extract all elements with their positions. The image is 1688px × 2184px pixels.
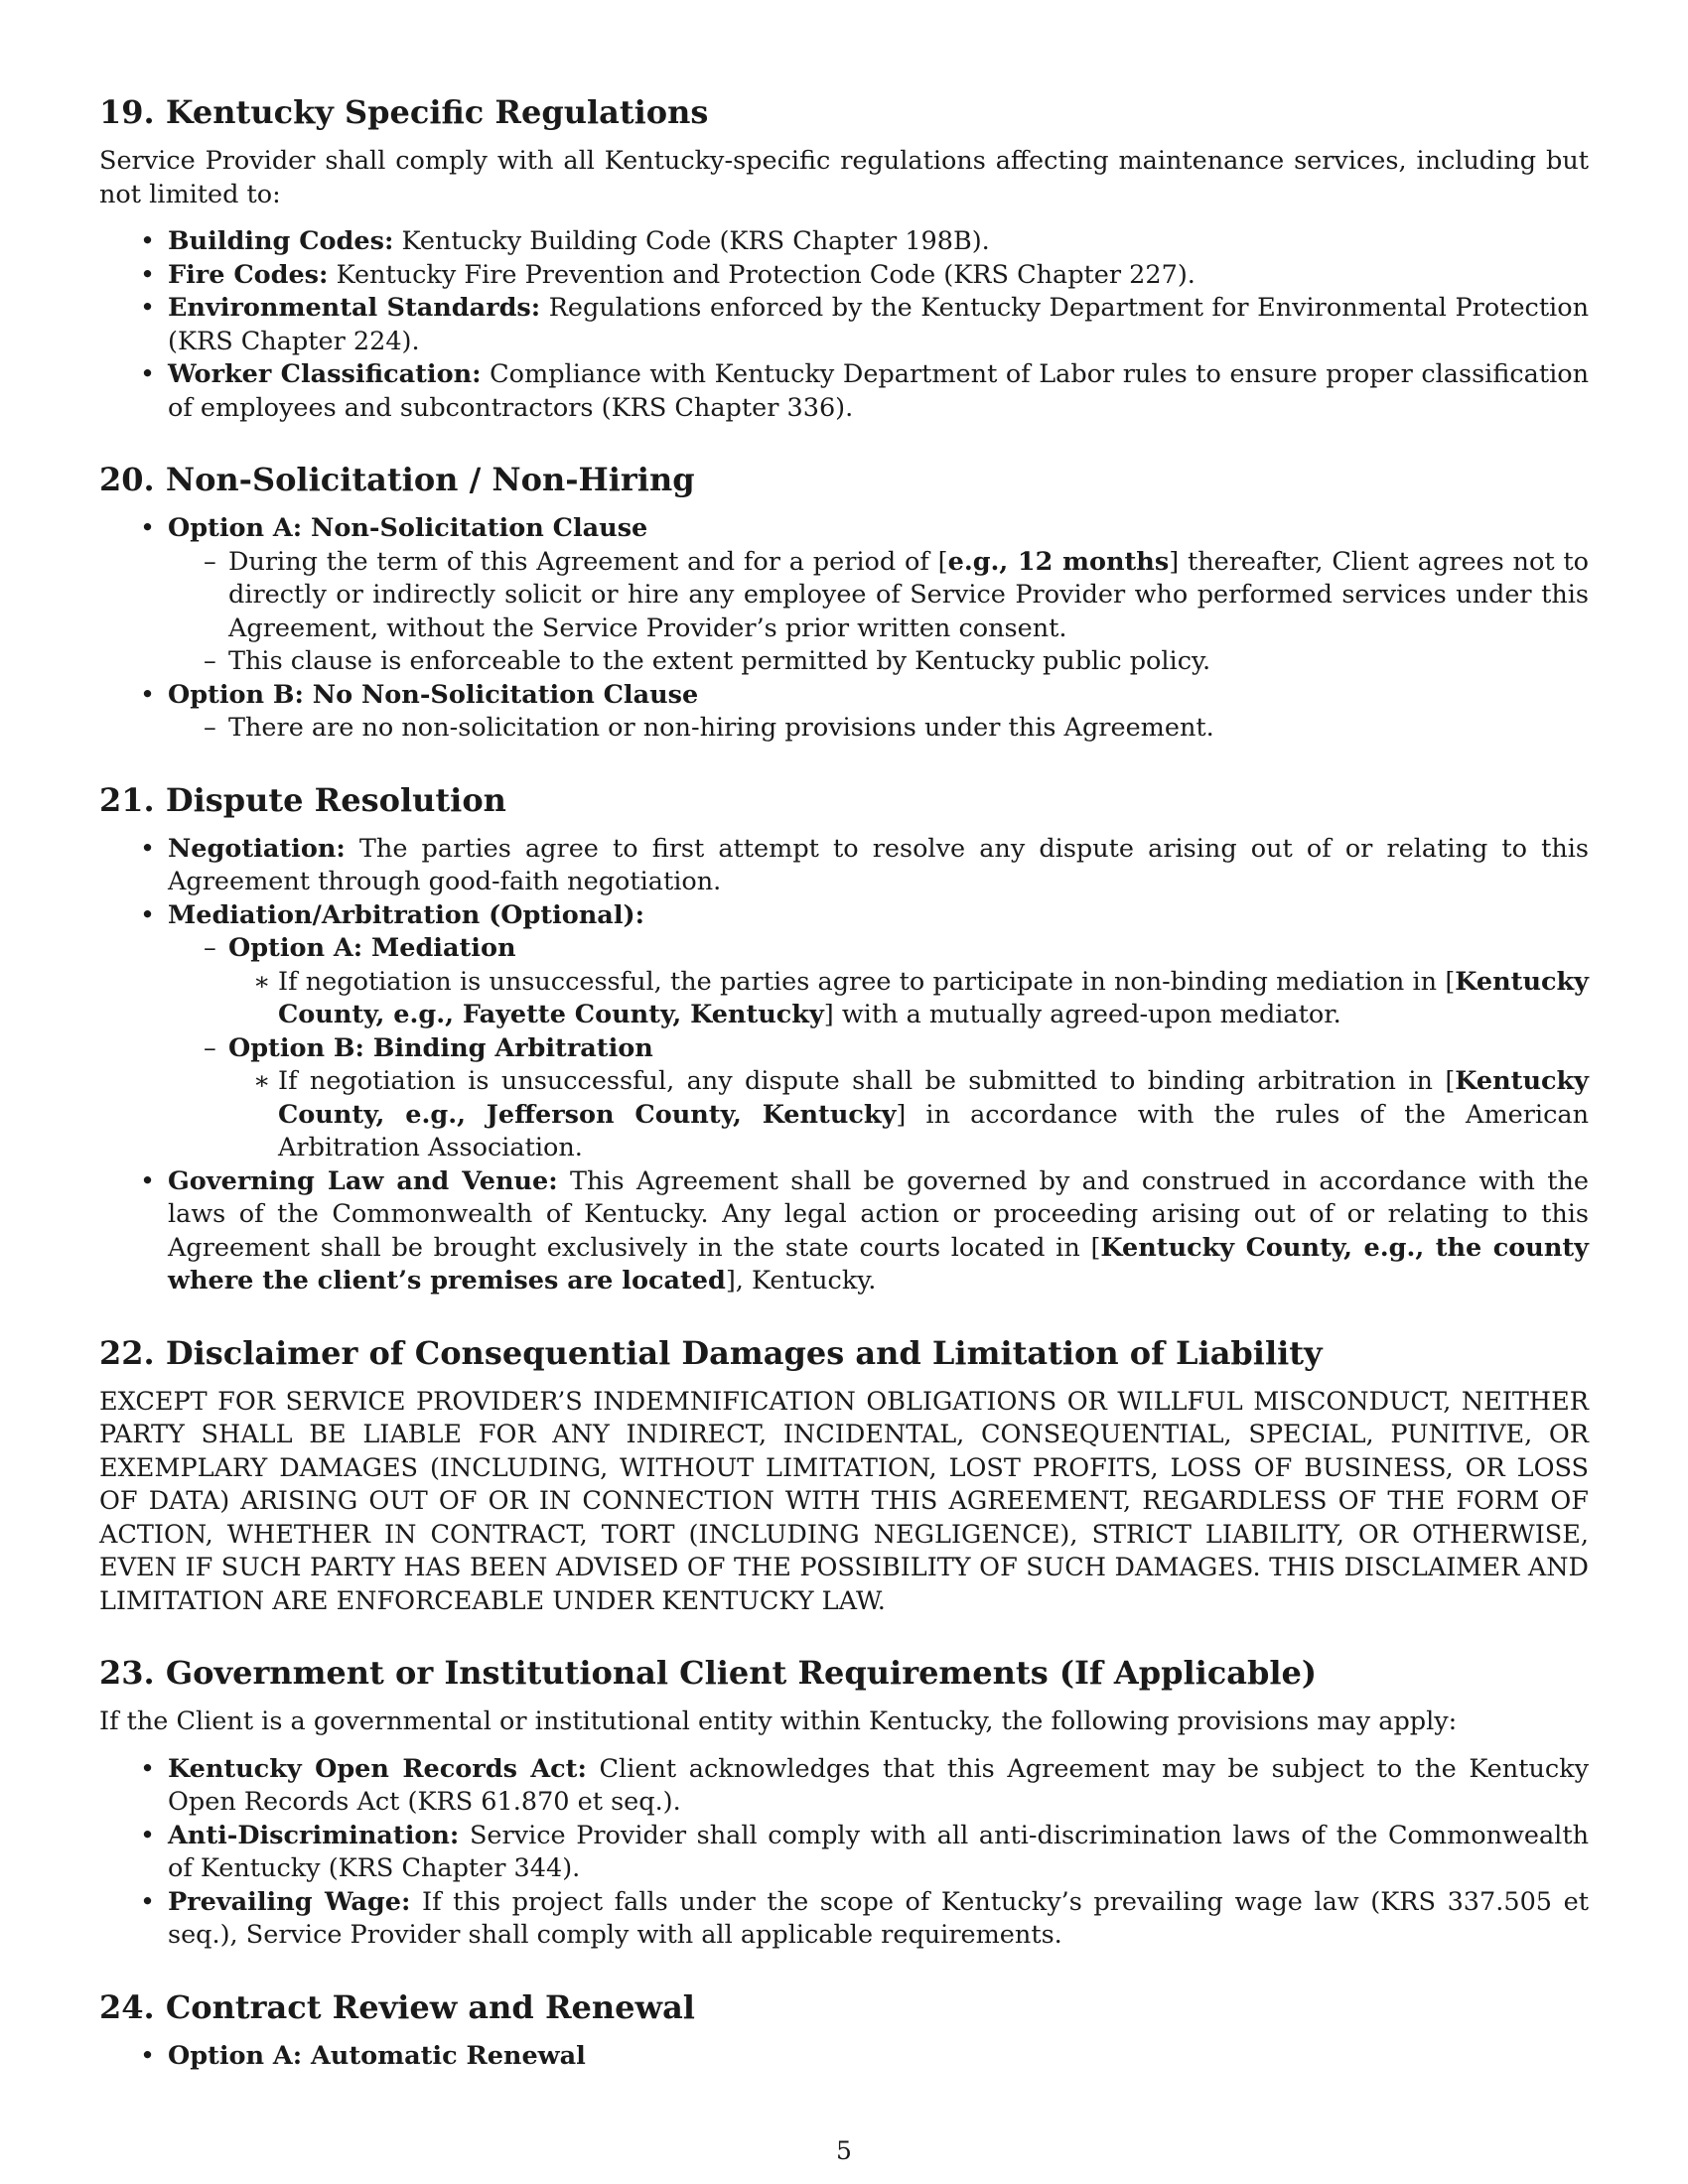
- item-label: Negotiation:: [168, 833, 346, 864]
- section-heading: 20. Non-Solicitation / Non-Hiring: [99, 461, 695, 498]
- section-heading: 22. Disclaimer of Consequential Damages and Limitation of Liability: [99, 1333, 1323, 1372]
- page-number: 5: [836, 2136, 852, 2165]
- item-text: Regulations enforced by the Kentucky Department for Environmental Protection (KRS Chapter 224).: [168, 293, 1589, 356]
- sub-item: [168, 546, 1589, 646]
- option-a: [99, 2040, 1589, 2074]
- regulation-list: [99, 225, 1589, 425]
- section-heading: 23. Government or Institutional Client Requirements (If Applicable): [99, 1654, 1317, 1692]
- item-label: Fire Codes:: [168, 259, 329, 290]
- item-text: Client acknowledges that this Agreement may be subject to the Kentucky Open Records Act (KRS 61.870 et seq.).: [168, 1753, 1590, 1817]
- sub-sub-list: [228, 966, 1589, 1032]
- option-label: Option B: Binding Arbitration: [228, 1032, 653, 1063]
- section-intro: If the Client is a governmental or institutional entity within Kentucky, the following provisions may apply:: [99, 1706, 1458, 1736]
- list-item: [99, 1886, 1589, 1953]
- placeholder-value: Kentucky County, e.g., Fayette County, Kentucky: [278, 966, 1589, 1029]
- section-heading: 24. Contract Review and Renewal: [99, 1987, 695, 2026]
- sub-item: [168, 932, 1589, 1032]
- placeholder-value: e.g., 12 months: [947, 546, 1170, 577]
- sub-sub-item: [228, 966, 1589, 1032]
- section-21: [99, 779, 1589, 1298]
- section-19: [99, 91, 1589, 425]
- list-item: [99, 259, 1589, 293]
- option-label: Option A: Automatic Renewal: [168, 2040, 586, 2071]
- text-run: During the term of this Agreement and for a period of [: [228, 546, 948, 577]
- text-run: If negotiation is unsuccessful, any dispute shall be submitted to binding arbitration in [: [278, 1066, 1456, 1096]
- text-run: If negotiation is unsuccessful, the parties agree to participate in non-binding mediation in [: [278, 966, 1456, 997]
- text-run: ] thereafter, Client agrees not to directly or indirectly solicit or hire any employee of Service Provider who performed services under this Agreement, without the Service Provider’s prior written consent.: [228, 546, 1589, 643]
- list-item: [99, 292, 1589, 358]
- sub-item: – There are no non-solicitation or non-hiring provisions under this Agreement.: [168, 712, 1589, 746]
- list-item: [99, 1753, 1589, 1820]
- section-heading: 21. Dispute Resolution: [99, 780, 506, 819]
- sub-list: [168, 546, 1589, 679]
- sub-sub-list: [228, 1065, 1589, 1165]
- list-item: [99, 1165, 1589, 1298]
- item-text: Kentucky Building Code (KRS Chapter 198B).: [401, 226, 990, 256]
- section-24: [99, 1986, 1589, 2074]
- text-run: ] in accordance with the rules of the American Arbitration Association.: [278, 1099, 1589, 1162]
- option-label: Option B: No Non-Solicitation Clause: [168, 679, 699, 710]
- list-item: [99, 833, 1589, 899]
- item-text: If this project falls under the scope of Kentucky’s prevailing wage law (KRS 337.505 et seq.), Service Provider shall comply with all applicable requirements.: [168, 1886, 1589, 1950]
- placeholder-value: Kentucky County, e.g., Jefferson County, Kentucky: [278, 1066, 1589, 1130]
- sub-list: [168, 932, 1589, 1165]
- item-label: Prevailing Wage:: [168, 1886, 411, 1917]
- item-text: Service Provider shall comply with all anti-discrimination laws of the Commonwealth of Kentucky (KRS Chapter 344).: [168, 1820, 1589, 1883]
- list-item: [99, 1820, 1589, 1886]
- list-item: [99, 899, 1589, 1165]
- text-run: This Agreement shall be governed by and construed in accordance with the laws of the Commonwealth of Kentucky. Any legal action or proceeding arising out of or relating to this Agreement shall be brought exclusively in the state courts located in [: [168, 1165, 1590, 1263]
- option-a: [99, 512, 1589, 679]
- item-text: Kentucky Fire Prevention and Protection Code (KRS Chapter 227).: [336, 259, 1196, 290]
- option-label: Option A: Non-Solicitation Clause: [168, 513, 648, 543]
- item-label: Kentucky Open Records Act:: [168, 1753, 587, 1784]
- item-label: Environmental Standards:: [168, 293, 541, 323]
- item-text: The parties agree to first attempt to resolve any dispute arising out of or relating to this Agreement through good-faith negotiation.: [168, 833, 1590, 896]
- item-label: Anti-Discrimination:: [168, 1820, 460, 1850]
- option-b: [99, 679, 1589, 746]
- option-list: [99, 512, 1589, 746]
- item-text: Compliance with Kentucky Department of Labor rules to ensure proper classification of employees and subcontractors (KRS Chapter 336).: [168, 359, 1590, 423]
- list-item: [99, 358, 1589, 425]
- item-label: Worker Classification:: [168, 359, 482, 389]
- item-label: Building Codes:: [168, 226, 394, 256]
- sub-list: [168, 712, 1589, 746]
- text-run: ] with a mutually agreed-upon mediator.: [823, 1000, 1341, 1029]
- text-run: ], Kentucky.: [725, 1266, 877, 1296]
- disclaimer-text: EXCEPT FOR SERVICE PROVIDER’S INDEMNIFICATION OBLIGATIONS OR WILLFUL MISCONDUCT, NEITHER PARTY SHALL BE LIABLE FOR ANY INDIRECT, INCIDENTAL, CONSEQUENTIAL, SPECIAL, PUNITIVE, OR EXEMPLARY DAMAGES (INCLUDING, WITHOUT LIMITATION, LOST PROFITS, LOSS OF BUSINESS, OR LOSS OF DATA) ARISING OUT OF OR IN CONNECTION WITH THIS AGREEMENT, REGARDLESS OF THE FORM OF ACTION, WHETHER IN CONTRACT, TORT (INCLUDING NEGLIGENCE), STRICT LIABILITY, OR OTHERWISE, EVEN IF SUCH PARTY HAS BEEN ADVISED OF THE POSSIBILITY OF SUCH DAMAGES. THIS DISCLAIMER AND LIMITATION ARE ENFORCEABLE UNDER KENTUCKY LAW.: [99, 1386, 1589, 1616]
- item-label: Mediation/Arbitration (Optional):: [168, 899, 644, 930]
- section-heading: 19. Kentucky Specific Regulations: [99, 93, 709, 131]
- option-label: Option A: Mediation: [228, 933, 516, 963]
- section-23: [99, 1652, 1589, 1953]
- list-item: [99, 225, 1589, 259]
- section-22: [99, 1332, 1589, 1619]
- sub-item: – This clause is enforceable to the extent permitted by Kentucky public policy.: [168, 645, 1589, 679]
- sub-item: [168, 1032, 1589, 1165]
- section-intro: Service Provider shall comply with all Kentucky-specific regulations affecting maintenance services, including but not limited to:: [99, 146, 1589, 209]
- section-20: [99, 459, 1589, 746]
- item-label: Governing Law and Venue:: [168, 1165, 558, 1196]
- option-list: [99, 2040, 1589, 2074]
- sub-sub-item: [228, 1065, 1589, 1165]
- dispute-list: [99, 833, 1589, 1298]
- document-page: [99, 91, 1589, 2107]
- placeholder-value: Kentucky County, e.g., the county where the client’s premises are located: [168, 1232, 1589, 1296]
- requirement-list: [99, 1753, 1589, 1953]
